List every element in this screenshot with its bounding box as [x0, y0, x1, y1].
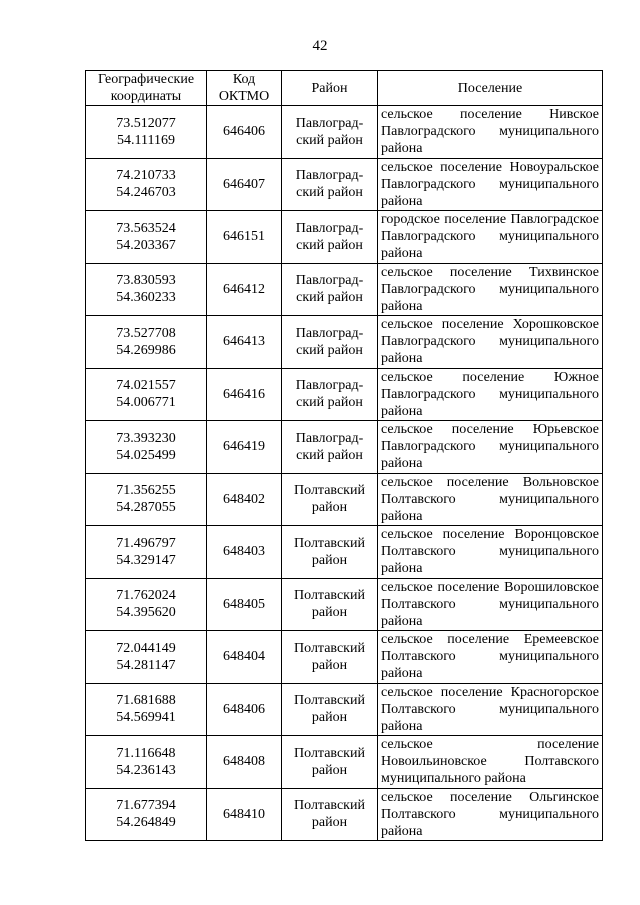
longitude: 72.044149 [116, 640, 176, 656]
district-name: Полтавский район [282, 526, 378, 579]
table-row [86, 526, 603, 579]
longitude: 71.762024 [116, 588, 176, 604]
latitude: 54.203367 [116, 237, 176, 253]
oktmo-code: 646406 [207, 106, 282, 159]
oktmo-code: 646413 [207, 316, 282, 369]
oktmo-code: 648403 [207, 526, 282, 579]
coordinates-cell [86, 368, 207, 421]
settlement-name: городское поселение Павлоградское Павлоградского муниципального района [378, 211, 603, 264]
district-name: Полтавский район [282, 631, 378, 684]
oktmo-code: 648404 [207, 631, 282, 684]
latitude: 54.006771 [116, 395, 176, 411]
longitude: 73.830593 [116, 273, 176, 289]
header-oktmo-code: Код ОКТМО [207, 71, 282, 106]
settlement-name: сельское поселение Вольновское Полтавского муниципального района [378, 473, 603, 526]
latitude: 54.360233 [116, 290, 176, 306]
coordinates-cell [86, 788, 207, 841]
oktmo-code: 646151 [207, 211, 282, 264]
oktmo-code: 646419 [207, 421, 282, 474]
settlement-name: сельское поселение Ольгинское Полтавского муниципального района [378, 788, 603, 841]
settlement-name: сельское поселение Новоуральское Павлоградского муниципального района [378, 158, 603, 211]
longitude: 71.356255 [116, 483, 176, 499]
settlement-name: сельское поселение Воронцовское Полтавского муниципального района [378, 526, 603, 579]
oktmo-code: 646412 [207, 263, 282, 316]
coordinates-cell [86, 158, 207, 211]
table-row [86, 316, 603, 369]
table-row [86, 788, 603, 841]
latitude: 54.246703 [116, 185, 176, 201]
settlements-table [85, 70, 603, 841]
header-district: Район [282, 71, 378, 106]
district-name: Павлоград-ский район [282, 211, 378, 264]
latitude: 54.569941 [116, 710, 176, 726]
longitude: 73.563524 [116, 220, 176, 236]
settlement-name: сельское поселение Юрьевское Павлоградского муниципального района [378, 421, 603, 474]
coordinates-cell [86, 106, 207, 159]
district-name: Полтавский район [282, 473, 378, 526]
table-header-row [86, 71, 603, 106]
longitude: 71.116648 [116, 745, 176, 761]
coordinates-cell [86, 526, 207, 579]
longitude: 71.677394 [116, 798, 176, 814]
coordinates-cell [86, 578, 207, 631]
table-row [86, 683, 603, 736]
latitude: 54.281147 [116, 657, 176, 673]
oktmo-code: 648408 [207, 736, 282, 789]
coordinates-cell [86, 473, 207, 526]
longitude: 71.496797 [116, 535, 176, 551]
longitude: 73.512077 [116, 115, 176, 131]
oktmo-code: 648410 [207, 788, 282, 841]
coordinates-cell [86, 316, 207, 369]
district-name: Павлоград-ский район [282, 368, 378, 421]
table-row [86, 368, 603, 421]
latitude: 54.329147 [116, 552, 176, 568]
settlement-name: сельское поселение Ворошиловское Полтавского муниципального района [378, 578, 603, 631]
latitude: 54.111169 [117, 132, 175, 148]
table-row [86, 736, 603, 789]
district-name: Полтавский район [282, 788, 378, 841]
table-row [86, 211, 603, 264]
table-row [86, 263, 603, 316]
oktmo-code: 648402 [207, 473, 282, 526]
latitude: 54.269986 [116, 342, 176, 358]
district-name: Павлоград-ский район [282, 263, 378, 316]
coordinates-cell [86, 631, 207, 684]
page-number: 42 [312, 38, 328, 54]
table-row [86, 631, 603, 684]
district-name: Павлоград-ский район [282, 316, 378, 369]
district-name: Павлоград-ский район [282, 158, 378, 211]
district-name: Полтавский район [282, 683, 378, 736]
oktmo-code: 646416 [207, 368, 282, 421]
latitude: 54.395620 [116, 605, 176, 621]
coordinates-cell [86, 421, 207, 474]
longitude: 73.393230 [116, 430, 176, 446]
table-row [86, 158, 603, 211]
latitude: 54.287055 [116, 500, 176, 516]
settlement-name: сельское поселение Хорошковское Павлоградского муниципального района [378, 316, 603, 369]
oktmo-code: 646407 [207, 158, 282, 211]
longitude: 71.681688 [116, 693, 176, 709]
header-settlement: Поселение [378, 71, 603, 106]
settlement-name: сельское поселение Еремеевское Полтавского муниципального района [378, 631, 603, 684]
table-row [86, 578, 603, 631]
district-name: Полтавский район [282, 578, 378, 631]
latitude: 54.025499 [116, 447, 176, 463]
settlement-name: сельское поселение Нивское Павлоградского муниципального района [378, 106, 603, 159]
coordinates-cell [86, 683, 207, 736]
latitude: 54.264849 [116, 815, 176, 831]
coordinates-cell [86, 263, 207, 316]
longitude: 73.527708 [116, 325, 176, 341]
settlement-name: сельское поселение Южное Павлоградского муниципального района [378, 368, 603, 421]
header-coordinates: Географические координаты [86, 71, 207, 106]
settlement-name: сельское поселение Новоильиновское Полтавского муниципального района [378, 736, 603, 789]
coordinates-cell [86, 211, 207, 264]
oktmo-code: 648406 [207, 683, 282, 736]
district-name: Полтавский район [282, 736, 378, 789]
coordinates-cell [86, 736, 207, 789]
table-row [86, 421, 603, 474]
district-name: Павлоград-ский район [282, 106, 378, 159]
latitude: 54.236143 [116, 762, 176, 778]
table-row [86, 106, 603, 159]
settlement-name: сельское поселение Тихвинское Павлоградского муниципального района [378, 263, 603, 316]
settlement-name: сельское поселение Красногорское Полтавского муниципального района [378, 683, 603, 736]
longitude: 74.021557 [116, 378, 176, 394]
district-name: Павлоград-ский район [282, 421, 378, 474]
table-row [86, 473, 603, 526]
oktmo-code: 648405 [207, 578, 282, 631]
longitude: 74.210733 [116, 168, 176, 184]
